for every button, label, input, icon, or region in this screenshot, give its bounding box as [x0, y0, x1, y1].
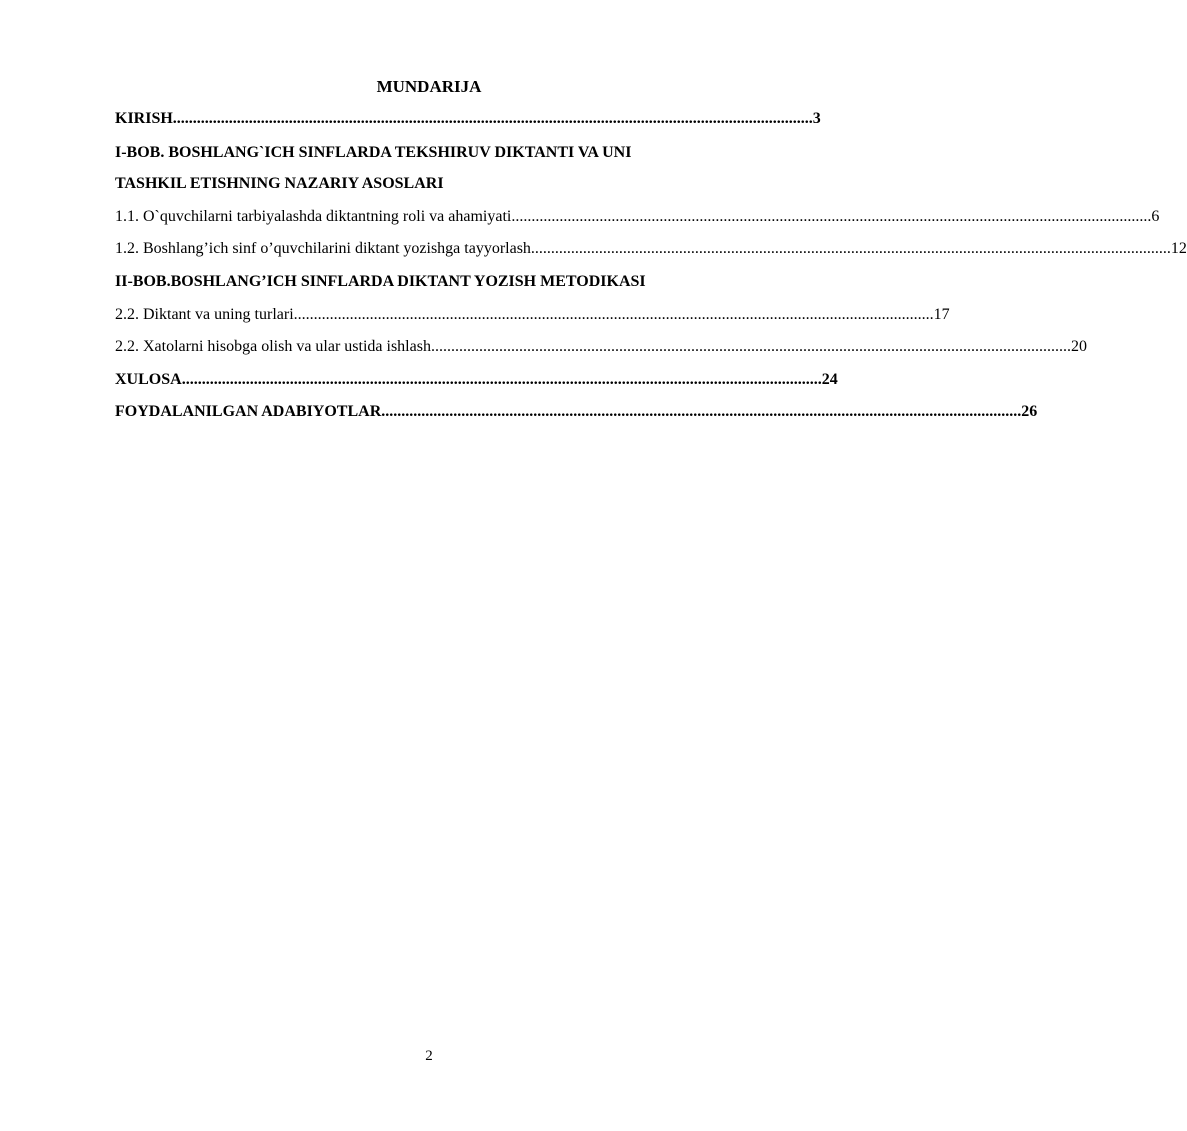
- toc-entry-xulosa: [115, 369, 838, 391]
- toc-entry-section-2-2: [115, 336, 1087, 358]
- toc-entry-text: KIRISH: [115, 110, 173, 127]
- toc-entry-section-1-1: [115, 206, 1160, 228]
- toc-entry-page: 24: [821, 371, 838, 388]
- toc-leader-dots: ................................................................................................................................................................: [530, 240, 1171, 257]
- toc-leader-dots: ................................................................................................................................................................: [293, 306, 934, 323]
- toc-leader-dots: ................................................................................................................................................................: [181, 371, 822, 388]
- toc-entry-section-1-2: [115, 238, 1187, 260]
- toc-leader-dots: ................................................................................................................................................................: [381, 403, 1022, 420]
- toc-leader-dots: ................................................................................................................................................................: [430, 338, 1071, 355]
- toc-entry-text: 1.1. O`quvchilarni tarbiyalashda diktantning roli va ahamiyati: [115, 208, 512, 225]
- toc-entry-text: FOYDALANILGAN ADABIYOTLAR: [115, 403, 382, 420]
- toc-entry-text: XULOSA: [115, 371, 182, 388]
- toc-entry-text: I-BOB. BOSHLANG`ICH SINFLARDA TEKSHIRUV DIKTANTI VA UNI: [115, 144, 632, 161]
- toc-entry-text: 1.2. Boshlang’ich sinf o’quvchilarini diktant yozishga tayyorlash: [115, 240, 531, 257]
- toc-leader-dots: ................................................................................................................................................................: [172, 110, 813, 127]
- toc-entry-page: 26: [1021, 403, 1038, 420]
- toc-entry-section-2-1: [115, 304, 950, 326]
- toc-entry-text: II-BOB.BOSHLANG’ICH SINFLARDA DIKTANT YOZISH METODIKASI: [115, 273, 646, 290]
- toc-entry-text: TASHKIL ETISHNING NAZARIY ASOSLARI: [115, 175, 444, 192]
- toc-leader-dots: ................................................................................................................................................................: [511, 208, 1152, 225]
- toc-entry-page: 6: [1151, 208, 1160, 225]
- page-number: 2: [425, 1048, 433, 1064]
- toc-entry-chapter-2: [115, 271, 745, 293]
- toc-entry-adabiyotlar: [115, 401, 1038, 423]
- toc-entry-page: 12: [1170, 240, 1187, 257]
- toc-entry-text: 2.2. Xatolarni hisobga olish va ular ustida ishlash: [115, 338, 431, 355]
- toc-entry-chapter-1-line-2: [115, 173, 745, 195]
- toc-entry-page: 3: [812, 110, 821, 127]
- toc-entry-page: 17: [933, 306, 950, 323]
- toc-title: MUNDARIJA: [376, 77, 482, 96]
- toc-entry-text: 2.2. Diktant va uning turlari: [115, 306, 294, 323]
- toc-entry-chapter-1-line-1: [115, 142, 745, 164]
- toc-entry-kirish: [115, 108, 821, 130]
- toc-entry-page: 20: [1070, 338, 1087, 355]
